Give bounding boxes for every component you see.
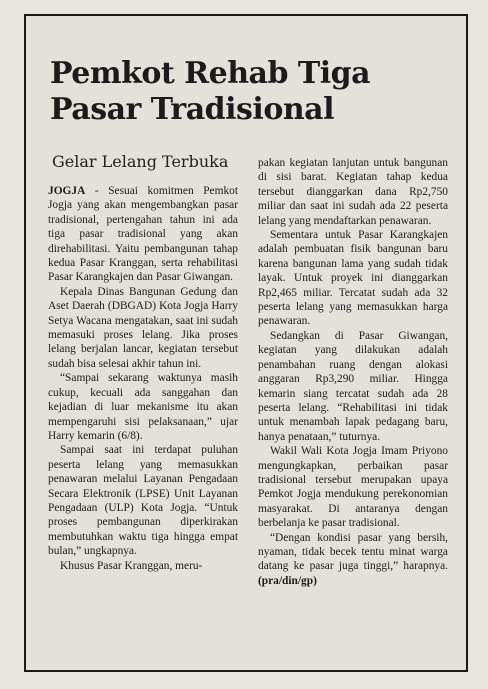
paragraph: pakan kegiatan lanjutan untuk bangunan di sisi barat. Kegiatan tahap kedua tersebut dianggarkan dana Rp2,750 miliar dan saat ini sudah ada 22 peserta lelang yang mendaftarkan penawaran. [258,157,448,227]
paragraph: Sementara untuk Pasar Karangkajen adalah pembuatan fisik bangunan baru karena bangunan lama yang sudah tidak layak. Untuk proyek ini dianggarkan Rp2,465 miliar. Tercatat sudah ada 32 peserta lelang yang memasukkan harga penawaran. [258,229,448,328]
paragraph-text: “Dengan kondisi pasar yang bersih, nyaman, tidak becek tentu minat warga datang ke pasar juga tinggi,” harapnya. [258,531,448,573]
paragraph: Sedangkan di Pasar Giwangan, kegiatan yang dilakukan adalah penambahan ruang dengan alokasi anggaran Rp3,290 miliar. Hingga kemarin siang tercatat sudah ada 28 peserta lelang. “Rehabilitasi ini tidak untuk menambah lapak pedagang baru, hanya penataan,” tuturnya. [258,329,448,443]
paragraph-text: - Sesuai komitmen Pemkot Jogja yang akan mengembangkan pasar tradisional, pertengahan tahun ini ada tiga pasar tradisional yang akan direhabilitasi. Yaitu pembangunan tahap kedua Pasar Kranggan, serta rehabilitasi Pasar Karangkajen dan Pasar Giwangan. [48,185,238,284]
article-column-right [258,156,448,588]
headline-line-1: Pemkot Rehab Tiga [50,56,371,91]
paragraph [48,184,238,285]
paragraph [258,531,448,589]
paragraph: Sampai saat ini terdapat puluhan peserta lelang yang memasukkan penawaran melalui Layanan Pengadaan Secara Elektronik (LPSE) Unit Layanan Pengadaan (ULP) Kota Jogja. “Untuk proses pembangunan diperkirakan membutuhkan waktu tiga hingga empat bulan,” ungkapnya. [48,444,238,558]
article-column-left [48,184,238,573]
paragraph: Khusus Pasar Kranggan, meru- [60,559,203,572]
subheadline: Gelar Lelang Terbuka [52,152,229,171]
headline-line-2: Pasar Tradisional [50,92,334,127]
paragraph: Wakil Wali Kota Jogja Imam Priyono mengungkapkan, perbaikan pasar tradisional tersebut merupakan upaya Pemkot Jogja mendukung perekonomian masyarakat. Di antaranya dengan berbelanja ke pasar tradisional. [258,445,448,530]
dateline: JOGJA [48,185,86,197]
newspaper-clipping [24,14,468,672]
paragraph: Kepala Dinas Bangunan Gedung dan Aset Daerah (DBGAD) Kota Jogja Harry Setya Wacana mengatakan, saat ini sudah memasuki proses lelang. Jika proses lelang berjalan lancar, kegiatan tersebut sudah bisa selesai akhir tahun ini. [48,285,238,370]
paragraph: “Sampai sekarang waktunya masih cukup, kecuali ada sanggahan dan kejadian di luar mekanisme itu akan mempengaruhi sisi pelaksanaan,” ujar Harry kemarin (6/8). [48,372,238,442]
author-signoff: (pra/din/gp) [258,574,317,587]
headline [50,56,450,128]
